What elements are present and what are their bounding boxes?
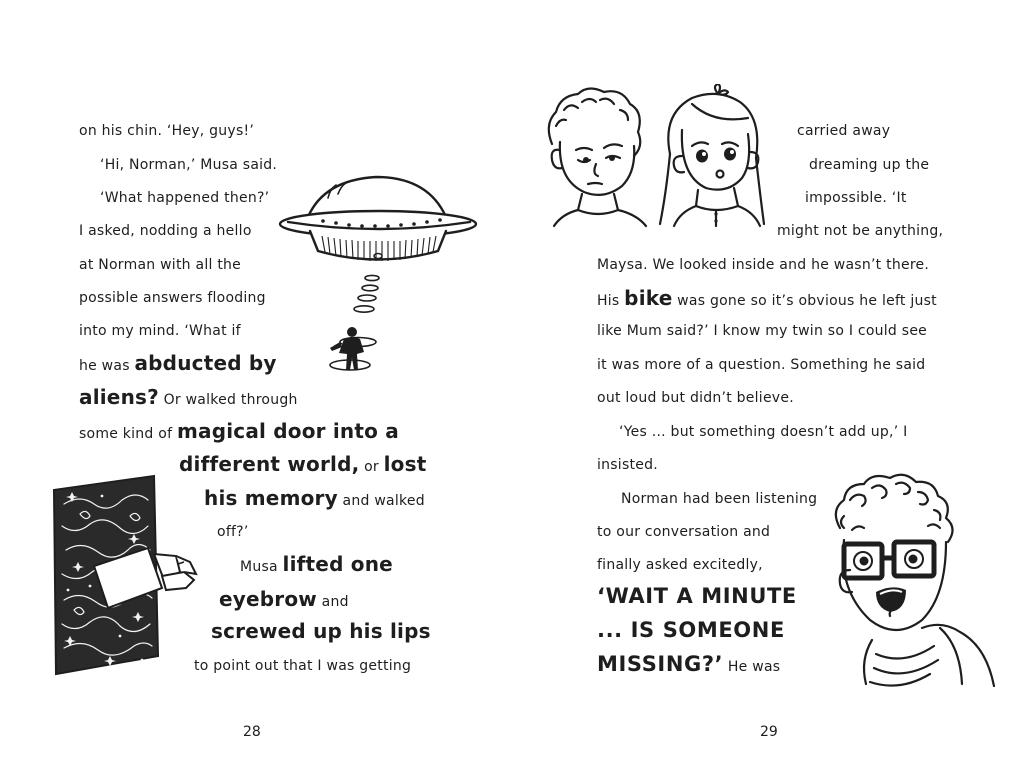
emphasis-text: aliens? [79, 385, 159, 409]
shout-text: ‘WAIT A MINUTE [597, 584, 797, 608]
text-line: ‘Hi, Norman,’ Musa said. [100, 157, 278, 173]
text-line: to our conversation and [597, 524, 771, 540]
text-line: MISSING?’ He was [597, 652, 781, 676]
text-line: carried away [797, 123, 891, 139]
emphasis-text: bike [624, 286, 673, 310]
text-line: he was abducted by [79, 351, 277, 375]
right-page [510, 0, 1020, 783]
text-line: ‘Yes ... but something doesn’t add up,’ I [619, 424, 908, 440]
text-line: ‘What happened then?’ [100, 190, 270, 206]
text-line: different world, or lost [179, 452, 427, 476]
text-line: insisted. [597, 457, 658, 473]
text-line: at Norman with all the [79, 257, 242, 273]
text-line: His bike was gone so it’s obvious he left just [597, 286, 937, 310]
shout-text: ... IS SOMEONE [597, 618, 785, 642]
text-line: dreaming up the [809, 157, 930, 173]
text-line [597, 586, 797, 609]
norman-glasses-illustration [810, 470, 1000, 692]
text-line: Maysa. We looked inside and he wasn’t there. [597, 257, 930, 273]
text-line: might not be anything, [777, 223, 944, 239]
text-line: out loud but didn’t believe. [597, 390, 794, 406]
text-line: into my mind. ‘What if [79, 323, 241, 339]
text-line: Norman had been listening [621, 491, 818, 507]
text-line: finally asked excitedly, [597, 557, 763, 573]
shout-text: MISSING?’ [597, 652, 724, 676]
emphasis-text: magical door into a [176, 419, 399, 443]
emphasis-text: eyebrow [219, 587, 317, 611]
twins-portrait-illustration [542, 84, 787, 232]
emphasis-text: different world, [179, 452, 360, 476]
page-number: 29 [760, 724, 778, 740]
emphasis-text: abducted by [134, 351, 277, 375]
emphasis-text: his memory [204, 486, 338, 510]
text-line: on his chin. ‘Hey, guys!’ [79, 123, 255, 139]
text-line: some kind of magical door into a [79, 419, 399, 443]
text-line: I asked, nodding a hello [79, 223, 252, 239]
emphasis-text: lifted one [282, 552, 393, 576]
text-line: aliens? Or walked through [79, 385, 298, 409]
text-line: Musa lifted one [240, 552, 393, 576]
text-line [597, 620, 785, 643]
emphasis-text: screwed up his lips [211, 619, 431, 643]
text-line: like Mum said?’ I know my twin so I could see [597, 323, 928, 339]
text-line [211, 621, 431, 644]
page-number: 28 [243, 724, 261, 740]
text-line: to point out that I was getting [194, 658, 412, 674]
text-line: off?’ [217, 524, 249, 540]
text-line: his memory and walked [204, 486, 425, 510]
text-line: possible answers flooding [79, 290, 266, 306]
text-line: it was more of a question. Something he said [597, 357, 926, 373]
text-line: eyebrow and [219, 587, 349, 611]
text-line: impossible. ‘It [805, 190, 907, 206]
emphasis-text: lost [383, 452, 427, 476]
ufo-abduction-illustration [278, 172, 488, 378]
magical-door-illustration [50, 470, 200, 680]
